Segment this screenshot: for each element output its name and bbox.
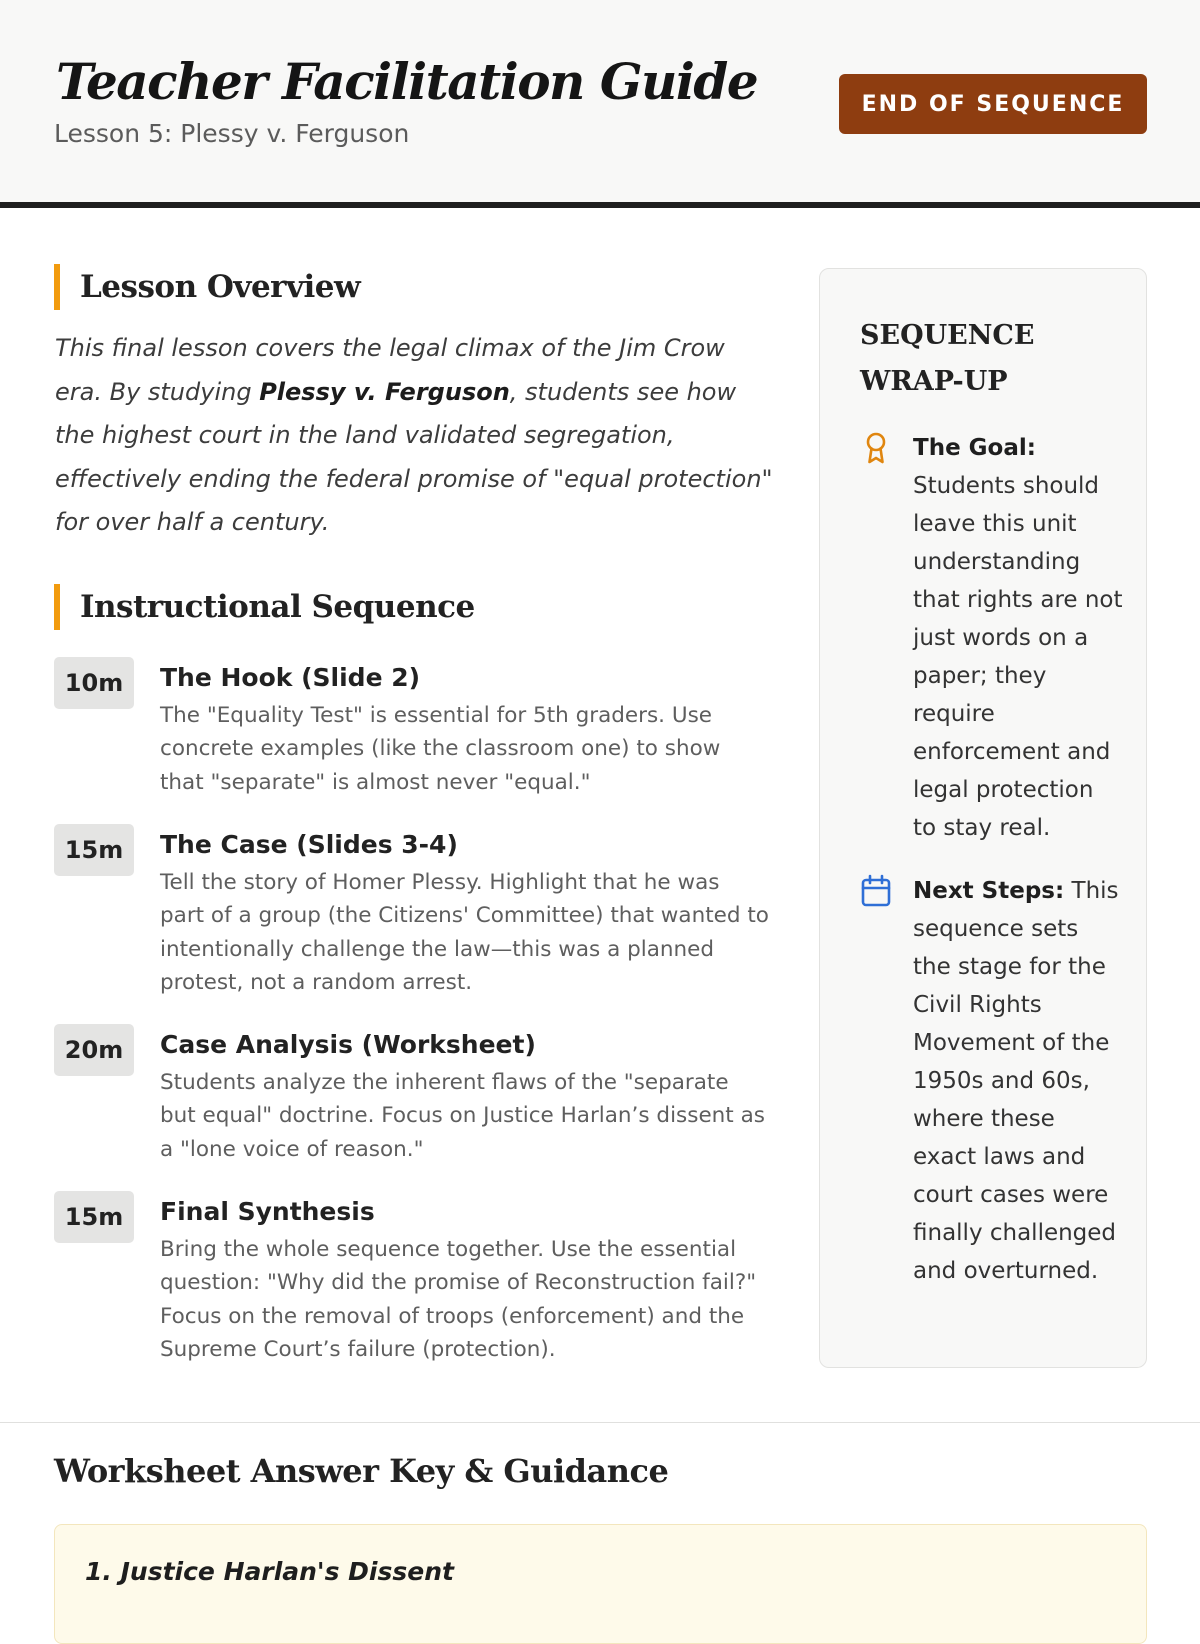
- step-title: The Case (Slides 3-4): [160, 830, 458, 859]
- page-title: Teacher Facilitation Guide: [56, 52, 758, 111]
- step-title: Case Analysis (Worksheet): [160, 1030, 536, 1059]
- step-duration: 20m: [54, 1024, 134, 1076]
- next-steps-text: Next Steps: This sequence sets the stage for the Civil Rights Movement of the 1950s and 60s, where these exact laws and court cases were finally challenged and overturned.: [913, 878, 1119, 1284]
- section-divider: [0, 1422, 1200, 1423]
- instructional-sequence-heading: Instructional Sequence: [54, 584, 475, 630]
- calendar-icon: [860, 874, 892, 908]
- step-description: Bring the whole sequence together. Use the essential question: "Why did the promise of Reconstruction fail?" Focus on the removal of troops (enforcement) and the Supreme Court’s failure (protection).: [160, 1237, 757, 1362]
- sequence-wrap-up-panel: [819, 268, 1147, 1368]
- step-duration: 10m: [54, 657, 134, 709]
- answer-key-card-title: 1. Justice Harlan's Dissent: [85, 1557, 454, 1586]
- step-description: Tell the story of Homer Plessy. Highlight that he was part of a group (the Citizens' Committee) that wanted to intentionally challenge the law—this was a planned protest, not a random arrest.: [160, 870, 769, 995]
- step-description: Students analyze the inherent flaws of the "separate but equal" doctrine. Focus on Justice Harlan’s dissent as a "lone voice of reason.": [160, 1070, 765, 1162]
- lesson-overview-heading: Lesson Overview: [54, 264, 360, 310]
- end-of-sequence-badge: END OF SEQUENCE: [839, 74, 1147, 134]
- step-title: The Hook (Slide 2): [160, 663, 421, 692]
- answer-key-card: [54, 1524, 1147, 1644]
- sidebar-title: SEQUENCE WRAP-UP: [860, 320, 1035, 397]
- step-duration: 15m: [54, 824, 134, 876]
- case-name: Plessy v. Ferguson: [259, 377, 510, 406]
- goal-text: The Goal: Students should leave this unit understanding that rights are not just words on a paper; they require enforcement and legal protection to stay real.: [913, 435, 1123, 841]
- answer-key-heading: Worksheet Answer Key & Guidance: [54, 1452, 669, 1490]
- step-description: The "Equality Test" is essential for 5th graders. Use concrete examples (like the classroom one) to show that "separate" is almost never "equal.": [160, 703, 721, 795]
- step-title: Final Synthesis: [160, 1197, 375, 1226]
- lesson-subtitle: Lesson 5: Plessy v. Ferguson: [54, 119, 410, 148]
- award-ribbon-icon: [860, 431, 892, 465]
- page-header: [0, 0, 1200, 208]
- lesson-overview-text: This final lesson covers the legal climax of the Jim Crow era. By studying Plessy v. Ferguson, students see how the highest court in the land validated segregation, effectively ending the federal promise of "equal protection" for over half a century.: [55, 334, 773, 536]
- step-duration: 15m: [54, 1191, 134, 1243]
